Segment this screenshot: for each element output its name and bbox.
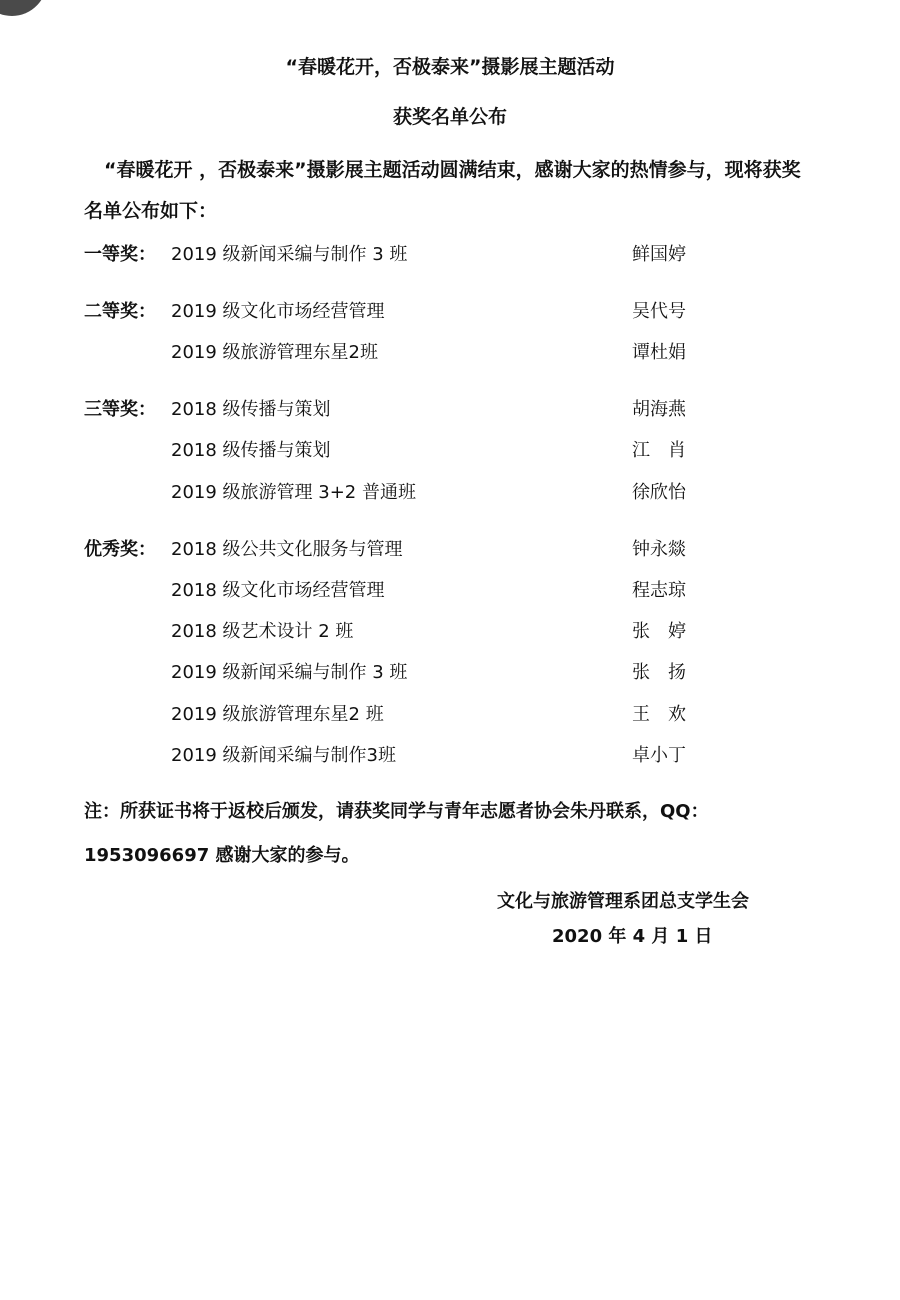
award-winner: 张 婷 [632, 621, 686, 642]
award-row [0, 617, 900, 647]
award-class: 2019 级新闻采编与制作3班 [171, 745, 396, 766]
award-level: 三等奖： [84, 399, 156, 420]
award-winner: 谭杜娟 [632, 342, 686, 363]
award-row [0, 240, 900, 270]
award-class: 2018 级艺术设计 2 班 [171, 621, 354, 642]
award-class: 2019 级旅游管理 3+2 普通班 [171, 482, 416, 503]
award-row [0, 436, 900, 466]
award-row [0, 478, 900, 508]
award-row [0, 700, 900, 730]
award-winner: 胡海燕 [632, 399, 686, 420]
signature-date: 2020 年 4 月 1 日 [552, 926, 713, 947]
award-row [0, 395, 900, 425]
page-corner-decoration [0, 0, 48, 16]
document-subtitle: 获奖名单公布 [392, 106, 507, 128]
award-class: 2019 级新闻采编与制作 3 班 [171, 244, 408, 265]
award-level: 优秀奖： [84, 539, 156, 560]
award-row [0, 658, 900, 688]
award-class: 2019 级旅游管理东星2 班 [171, 704, 384, 725]
signature-organization: 文化与旅游管理系团总支学生会 [497, 891, 749, 912]
award-class: 2018 级文化市场经营管理 [171, 580, 385, 601]
award-row [0, 338, 900, 368]
award-row [0, 535, 900, 565]
award-level: 一等奖： [84, 244, 156, 265]
award-row [0, 297, 900, 327]
award-class: 2018 级传播与策划 [171, 440, 331, 461]
award-class: 2019 级文化市场经营管理 [171, 301, 385, 322]
award-class: 2018 级公共文化服务与管理 [171, 539, 403, 560]
award-row [0, 741, 900, 771]
award-class: 2019 级旅游管理东星2班 [171, 342, 378, 363]
award-winner: 卓小丁 [632, 745, 686, 766]
award-winner: 吴代号 [632, 301, 686, 322]
award-class: 2019 级新闻采编与制作 3 班 [171, 662, 408, 683]
award-level: 二等奖： [84, 301, 156, 322]
award-class: 2018 级传播与策划 [171, 399, 331, 420]
award-winner: 张 扬 [632, 662, 686, 683]
intro-paragraph: “春暖花开 ，否极泰来”摄影展主题活动圆满结束，感谢大家的热情参与，现将获奖名单公布如下： [84, 159, 801, 222]
document-title: “春暖花开，否极泰来”摄影展主题活动 [285, 56, 615, 78]
award-row [0, 576, 900, 606]
note-paragraph: 注：所获证书将于返校后颁发，请获奖同学与青年志愿者协会朱丹联系，QQ：1953096697 感谢大家的参与。 [84, 801, 709, 866]
award-winner: 徐欣怡 [632, 482, 686, 503]
award-winner: 江 肖 [632, 440, 686, 461]
award-winner: 程志琼 [632, 580, 686, 601]
award-winner: 鲜国婷 [632, 244, 686, 265]
award-winner: 钟永燚 [632, 539, 686, 560]
award-winner: 王 欢 [632, 704, 686, 725]
